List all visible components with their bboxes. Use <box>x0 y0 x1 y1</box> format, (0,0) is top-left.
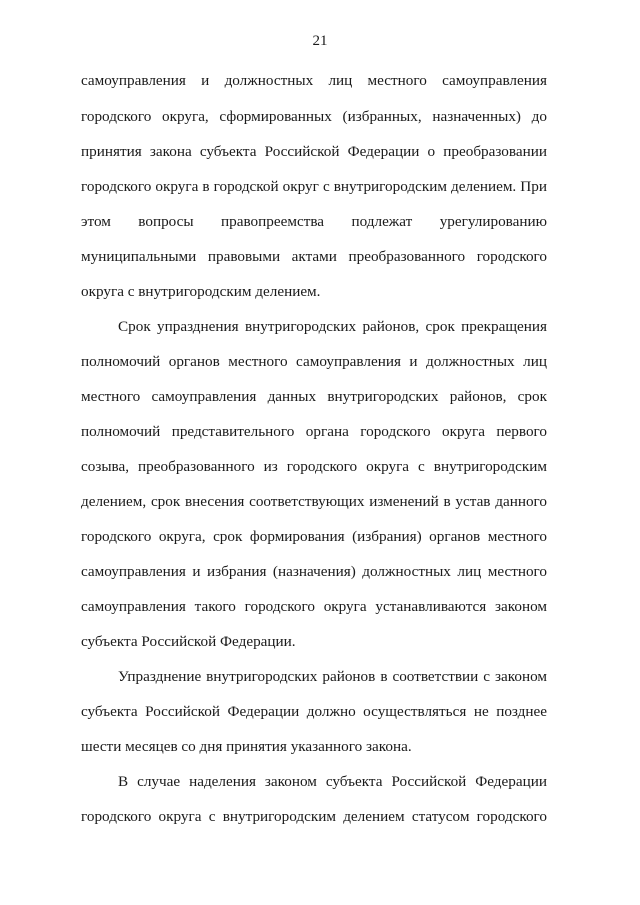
text-line: принятия закона субъекта Российской Федерации о преобразовании <box>81 143 547 160</box>
text-line: полномочий представительного органа городского округа первого <box>81 423 547 440</box>
text-line: округа с внутригородским делением. <box>81 283 321 300</box>
text-line: созыва, преобразованного из городского округа с внутригородским <box>81 458 547 475</box>
text-line: самоуправления такого городского округа устанавливаются законом <box>81 598 547 615</box>
text-line: городского округа, срок формирования (избрания) органов местного <box>81 528 547 545</box>
paragraph-first-line: Упразднение внутригородских районов в соответствии с законом <box>118 668 547 685</box>
paragraph-first-line: В случае наделения законом субъекта Российской Федерации <box>118 773 547 790</box>
text-line: полномочий органов местного самоуправления и должностных лиц <box>81 353 547 370</box>
page-number: 21 <box>312 33 328 49</box>
text-line: местного самоуправления данных внутригородских районов, срок <box>81 388 547 405</box>
paragraph-first-line: Срок упразднения внутригородских районов, срок прекращения <box>118 318 547 335</box>
text-line: делением, срок внесения соответствующих изменений в устав данного <box>81 493 547 510</box>
text-line: субъекта Российской Федерации. <box>81 633 296 650</box>
text-line: городского округа в городской округ с внутригородским делением. При <box>81 178 547 195</box>
text-line: субъекта Российской Федерации должно осуществляться не позднее <box>81 703 547 720</box>
text-line: самоуправления и избрания (назначения) должностных лиц местного <box>81 563 547 580</box>
text-line: шести месяцев со дня принятия указанного закона. <box>81 738 412 755</box>
text-line: городского округа с внутригородским делением статусом городского <box>81 808 547 825</box>
text-line: самоуправления и должностных лиц местного самоуправления <box>81 72 547 89</box>
text-line: муниципальными правовыми актами преобразованного городского <box>81 248 547 265</box>
text-line: городского округа, сформированных (избранных, назначенных) до <box>81 108 547 125</box>
text-line: этом вопросы правопреемства подлежат урегулированию <box>81 213 547 230</box>
